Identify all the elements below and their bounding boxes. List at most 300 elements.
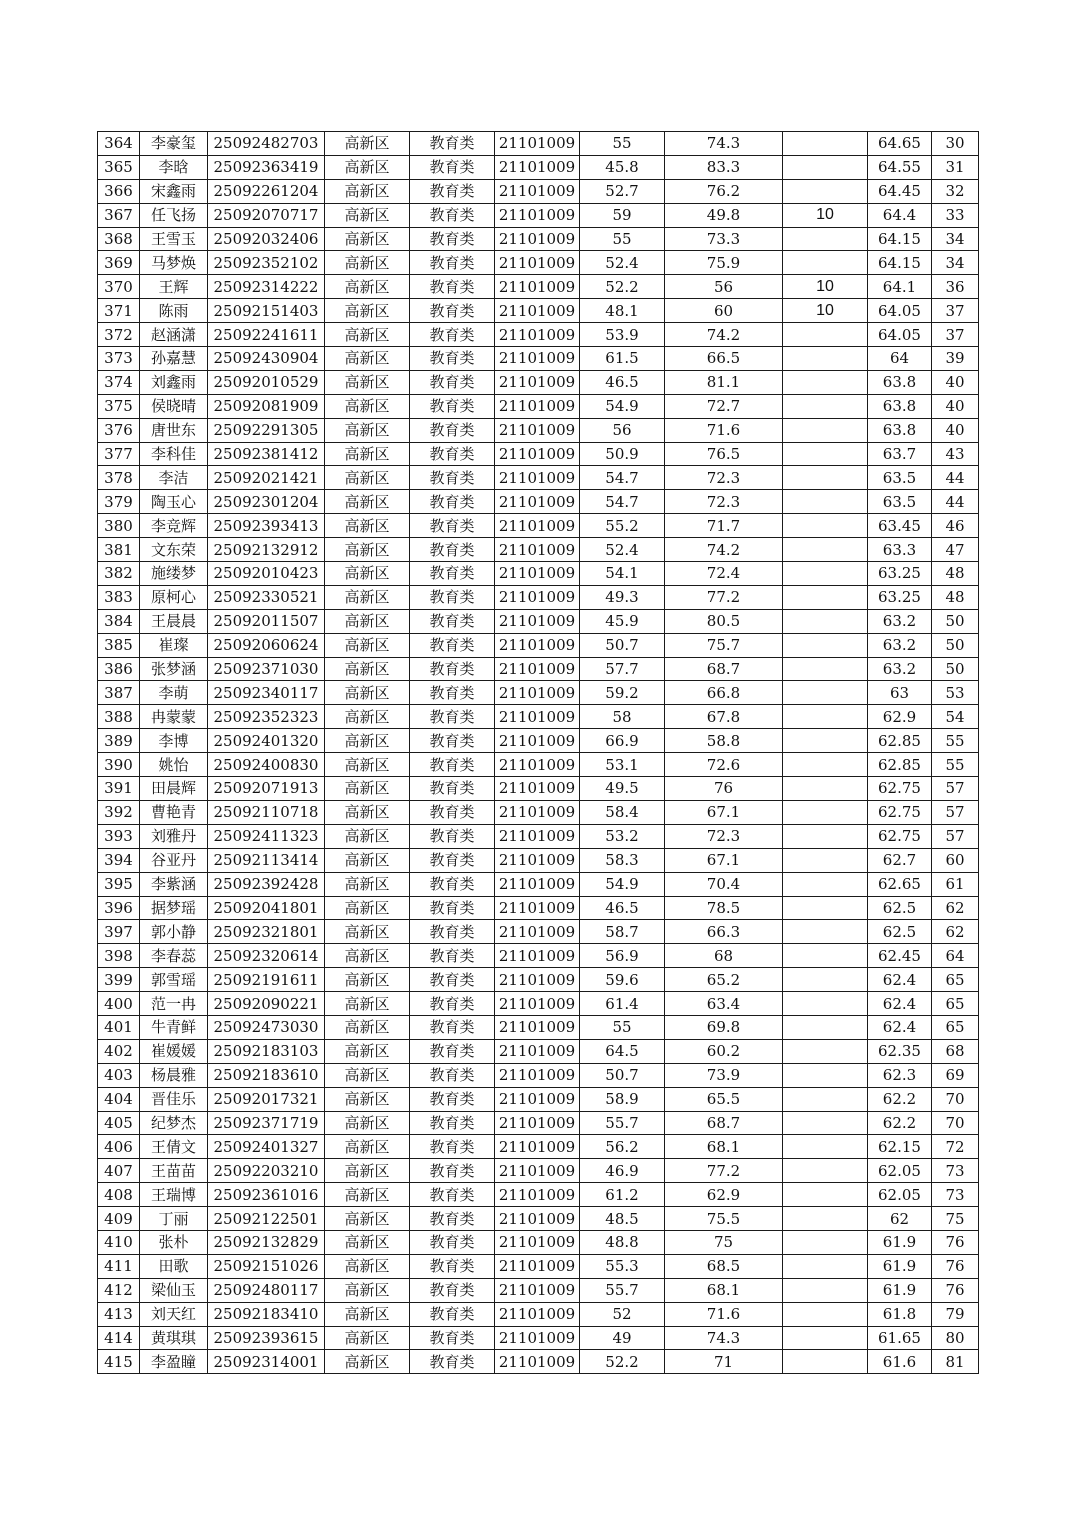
cell-total-score: 64.4 <box>868 203 932 227</box>
cell-bonus <box>783 753 868 777</box>
cell-name: 孙嘉慧 <box>140 347 208 371</box>
cell-seq: 390 <box>98 753 140 777</box>
cell-category: 教育类 <box>410 1350 495 1374</box>
cell-position-code: 21101009 <box>495 609 580 633</box>
cell-rank: 65 <box>932 968 979 992</box>
cell-position-code: 21101009 <box>495 155 580 179</box>
cell-total-score: 62.85 <box>868 753 932 777</box>
table-row <box>98 1254 979 1278</box>
cell-bonus <box>783 1015 868 1039</box>
cell-written-score: 59 <box>580 203 665 227</box>
cell-rank: 69 <box>932 1063 979 1087</box>
cell-written-score: 54.7 <box>580 490 665 514</box>
cell-position-code: 21101009 <box>495 848 580 872</box>
cell-district: 高新区 <box>325 896 410 920</box>
cell-name: 丁丽 <box>140 1207 208 1231</box>
cell-interview-score: 72.7 <box>665 394 783 418</box>
cell-interview-score: 76.5 <box>665 442 783 466</box>
cell-position-code: 21101009 <box>495 777 580 801</box>
cell-written-score: 53.2 <box>580 824 665 848</box>
table-row <box>98 777 979 801</box>
cell-name: 王瑞博 <box>140 1183 208 1207</box>
cell-name: 任飞扬 <box>140 203 208 227</box>
cell-bonus <box>783 562 868 586</box>
cell-seq: 406 <box>98 1135 140 1159</box>
cell-interview-score: 74.2 <box>665 538 783 562</box>
cell-name: 唐世东 <box>140 418 208 442</box>
cell-name: 王雪玉 <box>140 227 208 251</box>
cell-total-score: 63.8 <box>868 394 932 418</box>
cell-position-code: 21101009 <box>495 1183 580 1207</box>
table-row <box>98 944 979 968</box>
cell-exam-id: 25092017321 <box>208 1087 325 1111</box>
cell-category: 教育类 <box>410 585 495 609</box>
cell-interview-score: 68.7 <box>665 1111 783 1135</box>
cell-district: 高新区 <box>325 1254 410 1278</box>
cell-seq: 369 <box>98 251 140 275</box>
cell-interview-score: 71.6 <box>665 1302 783 1326</box>
cell-exam-id: 25092132829 <box>208 1230 325 1254</box>
cell-total-score: 64.65 <box>868 132 932 156</box>
cell-district: 高新区 <box>325 1111 410 1135</box>
cell-bonus <box>783 633 868 657</box>
cell-interview-score: 67.1 <box>665 800 783 824</box>
cell-name: 黄琪琪 <box>140 1326 208 1350</box>
cell-exam-id: 25092110718 <box>208 800 325 824</box>
cell-seq: 385 <box>98 633 140 657</box>
table-row <box>98 609 979 633</box>
cell-interview-score: 66.5 <box>665 347 783 371</box>
cell-seq: 374 <box>98 370 140 394</box>
cell-bonus <box>783 179 868 203</box>
cell-seq: 377 <box>98 442 140 466</box>
cell-written-score: 50.7 <box>580 633 665 657</box>
cell-rank: 53 <box>932 681 979 705</box>
cell-written-score: 48.1 <box>580 299 665 323</box>
cell-position-code: 21101009 <box>495 992 580 1016</box>
cell-name: 李晗 <box>140 155 208 179</box>
cell-interview-score: 56 <box>665 275 783 299</box>
cell-exam-id: 25092430904 <box>208 347 325 371</box>
cell-interview-score: 68 <box>665 944 783 968</box>
cell-exam-id: 25092381412 <box>208 442 325 466</box>
cell-bonus <box>783 132 868 156</box>
cell-seq: 403 <box>98 1063 140 1087</box>
cell-exam-id: 25092070717 <box>208 203 325 227</box>
cell-written-score: 61.2 <box>580 1183 665 1207</box>
cell-interview-score: 67.8 <box>665 705 783 729</box>
cell-written-score: 55 <box>580 227 665 251</box>
table-row <box>98 299 979 323</box>
cell-rank: 44 <box>932 466 979 490</box>
cell-position-code: 21101009 <box>495 753 580 777</box>
table-row <box>98 227 979 251</box>
cell-position-code: 21101009 <box>495 132 580 156</box>
cell-category: 教育类 <box>410 370 495 394</box>
cell-written-score: 59.2 <box>580 681 665 705</box>
cell-district: 高新区 <box>325 1063 410 1087</box>
cell-interview-score: 66.8 <box>665 681 783 705</box>
cell-rank: 50 <box>932 609 979 633</box>
table-row <box>98 896 979 920</box>
table-row <box>98 490 979 514</box>
cell-total-score: 62.7 <box>868 848 932 872</box>
cell-total-score: 64.15 <box>868 251 932 275</box>
table-row <box>98 370 979 394</box>
cell-rank: 55 <box>932 753 979 777</box>
cell-written-score: 66.9 <box>580 729 665 753</box>
cell-exam-id: 25092371030 <box>208 657 325 681</box>
cell-total-score: 61.9 <box>868 1254 932 1278</box>
cell-exam-id: 25092122501 <box>208 1207 325 1231</box>
cell-bonus <box>783 1183 868 1207</box>
cell-exam-id: 25092393615 <box>208 1326 325 1350</box>
cell-written-score: 48.8 <box>580 1230 665 1254</box>
cell-exam-id: 25092011507 <box>208 609 325 633</box>
cell-seq: 415 <box>98 1350 140 1374</box>
cell-bonus <box>783 1254 868 1278</box>
cell-rank: 50 <box>932 633 979 657</box>
cell-interview-score: 68.7 <box>665 657 783 681</box>
cell-position-code: 21101009 <box>495 490 580 514</box>
cell-position-code: 21101009 <box>495 1015 580 1039</box>
cell-rank: 32 <box>932 179 979 203</box>
cell-district: 高新区 <box>325 633 410 657</box>
table-row <box>98 155 979 179</box>
cell-bonus <box>783 609 868 633</box>
cell-name: 牛青鲜 <box>140 1015 208 1039</box>
cell-total-score: 61.6 <box>868 1350 932 1374</box>
cell-seq: 408 <box>98 1183 140 1207</box>
cell-exam-id: 25092071913 <box>208 777 325 801</box>
cell-category: 教育类 <box>410 896 495 920</box>
cell-total-score: 63.8 <box>868 370 932 394</box>
cell-category: 教育类 <box>410 920 495 944</box>
cell-name: 谷亚丹 <box>140 848 208 872</box>
cell-name: 李紫涵 <box>140 872 208 896</box>
cell-seq: 387 <box>98 681 140 705</box>
cell-exam-id: 25092010423 <box>208 562 325 586</box>
cell-interview-score: 74.3 <box>665 132 783 156</box>
cell-category: 教育类 <box>410 418 495 442</box>
cell-interview-score: 83.3 <box>665 155 783 179</box>
cell-name: 陈雨 <box>140 299 208 323</box>
cell-position-code: 21101009 <box>495 1254 580 1278</box>
cell-interview-score: 70.4 <box>665 872 783 896</box>
cell-seq: 372 <box>98 323 140 347</box>
cell-bonus: 10 <box>783 203 868 227</box>
cell-rank: 70 <box>932 1087 979 1111</box>
cell-category: 教育类 <box>410 729 495 753</box>
cell-category: 教育类 <box>410 705 495 729</box>
cell-district: 高新区 <box>325 275 410 299</box>
cell-exam-id: 25092352102 <box>208 251 325 275</box>
cell-bonus <box>783 394 868 418</box>
cell-bonus <box>783 681 868 705</box>
cell-bonus <box>783 323 868 347</box>
cell-name: 姚怡 <box>140 753 208 777</box>
cell-position-code: 21101009 <box>495 705 580 729</box>
cell-total-score: 63.2 <box>868 609 932 633</box>
cell-total-score: 62.05 <box>868 1183 932 1207</box>
cell-position-code: 21101009 <box>495 633 580 657</box>
score-table-body <box>98 132 979 1374</box>
cell-district: 高新区 <box>325 1039 410 1063</box>
cell-category: 教育类 <box>410 681 495 705</box>
cell-district: 高新区 <box>325 777 410 801</box>
cell-district: 高新区 <box>325 609 410 633</box>
cell-rank: 64 <box>932 944 979 968</box>
cell-rank: 72 <box>932 1135 979 1159</box>
cell-rank: 48 <box>932 585 979 609</box>
cell-exam-id: 25092151026 <box>208 1254 325 1278</box>
cell-category: 教育类 <box>410 1207 495 1231</box>
cell-position-code: 21101009 <box>495 418 580 442</box>
cell-interview-score: 73.3 <box>665 227 783 251</box>
cell-exam-id: 25092132912 <box>208 538 325 562</box>
cell-rank: 79 <box>932 1302 979 1326</box>
cell-category: 教育类 <box>410 609 495 633</box>
cell-name: 赵涵潇 <box>140 323 208 347</box>
cell-category: 教育类 <box>410 203 495 227</box>
cell-name: 范一冉 <box>140 992 208 1016</box>
table-row <box>98 514 979 538</box>
cell-district: 高新区 <box>325 848 410 872</box>
cell-exam-id: 25092261204 <box>208 179 325 203</box>
cell-bonus: 10 <box>783 275 868 299</box>
cell-seq: 396 <box>98 896 140 920</box>
cell-category: 教育类 <box>410 1039 495 1063</box>
cell-exam-id: 25092401327 <box>208 1135 325 1159</box>
cell-seq: 388 <box>98 705 140 729</box>
cell-total-score: 62.5 <box>868 896 932 920</box>
cell-district: 高新区 <box>325 466 410 490</box>
cell-interview-score: 75.5 <box>665 1207 783 1231</box>
table-row <box>98 729 979 753</box>
cell-category: 教育类 <box>410 1183 495 1207</box>
cell-seq: 364 <box>98 132 140 156</box>
cell-rank: 40 <box>932 418 979 442</box>
cell-district: 高新区 <box>325 323 410 347</box>
cell-written-score: 46.5 <box>580 370 665 394</box>
cell-bonus <box>783 442 868 466</box>
cell-district: 高新区 <box>325 251 410 275</box>
cell-exam-id: 25092183103 <box>208 1039 325 1063</box>
cell-bonus <box>783 1111 868 1135</box>
cell-position-code: 21101009 <box>495 1111 580 1135</box>
cell-total-score: 63.25 <box>868 585 932 609</box>
cell-exam-id: 25092032406 <box>208 227 325 251</box>
cell-district: 高新区 <box>325 490 410 514</box>
cell-total-score: 63.3 <box>868 538 932 562</box>
cell-name: 王倩文 <box>140 1135 208 1159</box>
cell-bonus <box>783 705 868 729</box>
table-row <box>98 872 979 896</box>
cell-name: 王苗苗 <box>140 1159 208 1183</box>
cell-total-score: 64.15 <box>868 227 932 251</box>
table-row <box>98 657 979 681</box>
cell-bonus <box>783 155 868 179</box>
table-row <box>98 585 979 609</box>
cell-category: 教育类 <box>410 777 495 801</box>
table-row <box>98 1087 979 1111</box>
cell-district: 高新区 <box>325 1015 410 1039</box>
cell-rank: 81 <box>932 1350 979 1374</box>
table-row <box>98 132 979 156</box>
cell-interview-score: 71.6 <box>665 418 783 442</box>
cell-name: 张朴 <box>140 1230 208 1254</box>
cell-name: 原柯心 <box>140 585 208 609</box>
cell-written-score: 52.2 <box>580 275 665 299</box>
cell-written-score: 55.7 <box>580 1278 665 1302</box>
cell-position-code: 21101009 <box>495 323 580 347</box>
cell-name: 王辉 <box>140 275 208 299</box>
cell-name: 郭小静 <box>140 920 208 944</box>
cell-bonus <box>783 968 868 992</box>
cell-written-score: 55.3 <box>580 1254 665 1278</box>
cell-position-code: 21101009 <box>495 251 580 275</box>
cell-written-score: 58.9 <box>580 1087 665 1111</box>
cell-bonus <box>783 514 868 538</box>
cell-total-score: 63.2 <box>868 633 932 657</box>
cell-district: 高新区 <box>325 1326 410 1350</box>
cell-written-score: 52.4 <box>580 251 665 275</box>
cell-rank: 73 <box>932 1183 979 1207</box>
cell-total-score: 62.15 <box>868 1135 932 1159</box>
cell-written-score: 50.9 <box>580 442 665 466</box>
cell-category: 教育类 <box>410 514 495 538</box>
cell-seq: 366 <box>98 179 140 203</box>
cell-name: 李豪玺 <box>140 132 208 156</box>
cell-exam-id: 25092473030 <box>208 1015 325 1039</box>
cell-seq: 399 <box>98 968 140 992</box>
cell-total-score: 64.55 <box>868 155 932 179</box>
cell-total-score: 62.05 <box>868 1159 932 1183</box>
cell-name: 纪梦杰 <box>140 1111 208 1135</box>
cell-position-code: 21101009 <box>495 442 580 466</box>
table-row <box>98 1111 979 1135</box>
cell-bonus <box>783 1087 868 1111</box>
cell-seq: 409 <box>98 1207 140 1231</box>
cell-interview-score: 71 <box>665 1350 783 1374</box>
cell-rank: 34 <box>932 227 979 251</box>
cell-total-score: 63.45 <box>868 514 932 538</box>
cell-seq: 383 <box>98 585 140 609</box>
cell-interview-score: 65.5 <box>665 1087 783 1111</box>
cell-category: 教育类 <box>410 1254 495 1278</box>
cell-bonus <box>783 848 868 872</box>
cell-exam-id: 25092401320 <box>208 729 325 753</box>
table-row <box>98 920 979 944</box>
cell-district: 高新区 <box>325 992 410 1016</box>
cell-rank: 46 <box>932 514 979 538</box>
cell-position-code: 21101009 <box>495 657 580 681</box>
cell-exam-id: 25092241611 <box>208 323 325 347</box>
cell-district: 高新区 <box>325 562 410 586</box>
cell-district: 高新区 <box>325 1278 410 1302</box>
cell-interview-score: 81.1 <box>665 370 783 394</box>
cell-written-score: 55.2 <box>580 514 665 538</box>
cell-district: 高新区 <box>325 155 410 179</box>
cell-exam-id: 25092371719 <box>208 1111 325 1135</box>
cell-written-score: 59.6 <box>580 968 665 992</box>
cell-name: 施缕梦 <box>140 562 208 586</box>
cell-exam-id: 25092320614 <box>208 944 325 968</box>
cell-district: 高新区 <box>325 203 410 227</box>
cell-total-score: 63.5 <box>868 490 932 514</box>
cell-seq: 404 <box>98 1087 140 1111</box>
cell-interview-score: 76 <box>665 777 783 801</box>
cell-district: 高新区 <box>325 299 410 323</box>
cell-seq: 398 <box>98 944 140 968</box>
cell-position-code: 21101009 <box>495 203 580 227</box>
cell-position-code: 21101009 <box>495 585 580 609</box>
cell-category: 教育类 <box>410 251 495 275</box>
cell-written-score: 61.5 <box>580 347 665 371</box>
cell-seq: 411 <box>98 1254 140 1278</box>
cell-seq: 375 <box>98 394 140 418</box>
table-row <box>98 203 979 227</box>
cell-exam-id: 25092090221 <box>208 992 325 1016</box>
cell-total-score: 63.2 <box>868 657 932 681</box>
cell-total-score: 63.5 <box>868 466 932 490</box>
cell-rank: 37 <box>932 299 979 323</box>
table-row <box>98 394 979 418</box>
cell-seq: 395 <box>98 872 140 896</box>
cell-interview-score: 69.8 <box>665 1015 783 1039</box>
table-row <box>98 992 979 1016</box>
table-row <box>98 1063 979 1087</box>
cell-category: 教育类 <box>410 179 495 203</box>
table-row <box>98 323 979 347</box>
cell-seq: 382 <box>98 562 140 586</box>
cell-district: 高新区 <box>325 800 410 824</box>
cell-bonus <box>783 1350 868 1374</box>
cell-position-code: 21101009 <box>495 1063 580 1087</box>
cell-rank: 34 <box>932 251 979 275</box>
cell-exam-id: 25092191611 <box>208 968 325 992</box>
cell-rank: 57 <box>932 800 979 824</box>
cell-position-code: 21101009 <box>495 1039 580 1063</box>
cell-rank: 70 <box>932 1111 979 1135</box>
cell-written-score: 49.3 <box>580 585 665 609</box>
cell-exam-id: 25092021421 <box>208 466 325 490</box>
cell-interview-score: 62.9 <box>665 1183 783 1207</box>
cell-interview-score: 72.3 <box>665 824 783 848</box>
cell-interview-score: 49.8 <box>665 203 783 227</box>
cell-written-score: 54.7 <box>580 466 665 490</box>
cell-seq: 393 <box>98 824 140 848</box>
cell-district: 高新区 <box>325 1207 410 1231</box>
cell-seq: 386 <box>98 657 140 681</box>
cell-name: 杨晨雅 <box>140 1063 208 1087</box>
cell-position-code: 21101009 <box>495 394 580 418</box>
cell-written-score: 55.7 <box>580 1111 665 1135</box>
cell-seq: 391 <box>98 777 140 801</box>
cell-seq: 376 <box>98 418 140 442</box>
cell-exam-id: 25092363419 <box>208 155 325 179</box>
cell-interview-score: 71.7 <box>665 514 783 538</box>
cell-district: 高新区 <box>325 944 410 968</box>
cell-exam-id: 25092291305 <box>208 418 325 442</box>
cell-name: 刘雅丹 <box>140 824 208 848</box>
cell-category: 教育类 <box>410 944 495 968</box>
cell-seq: 381 <box>98 538 140 562</box>
cell-total-score: 62.3 <box>868 1063 932 1087</box>
cell-category: 教育类 <box>410 490 495 514</box>
cell-name: 田晨辉 <box>140 777 208 801</box>
cell-total-score: 62.4 <box>868 968 932 992</box>
